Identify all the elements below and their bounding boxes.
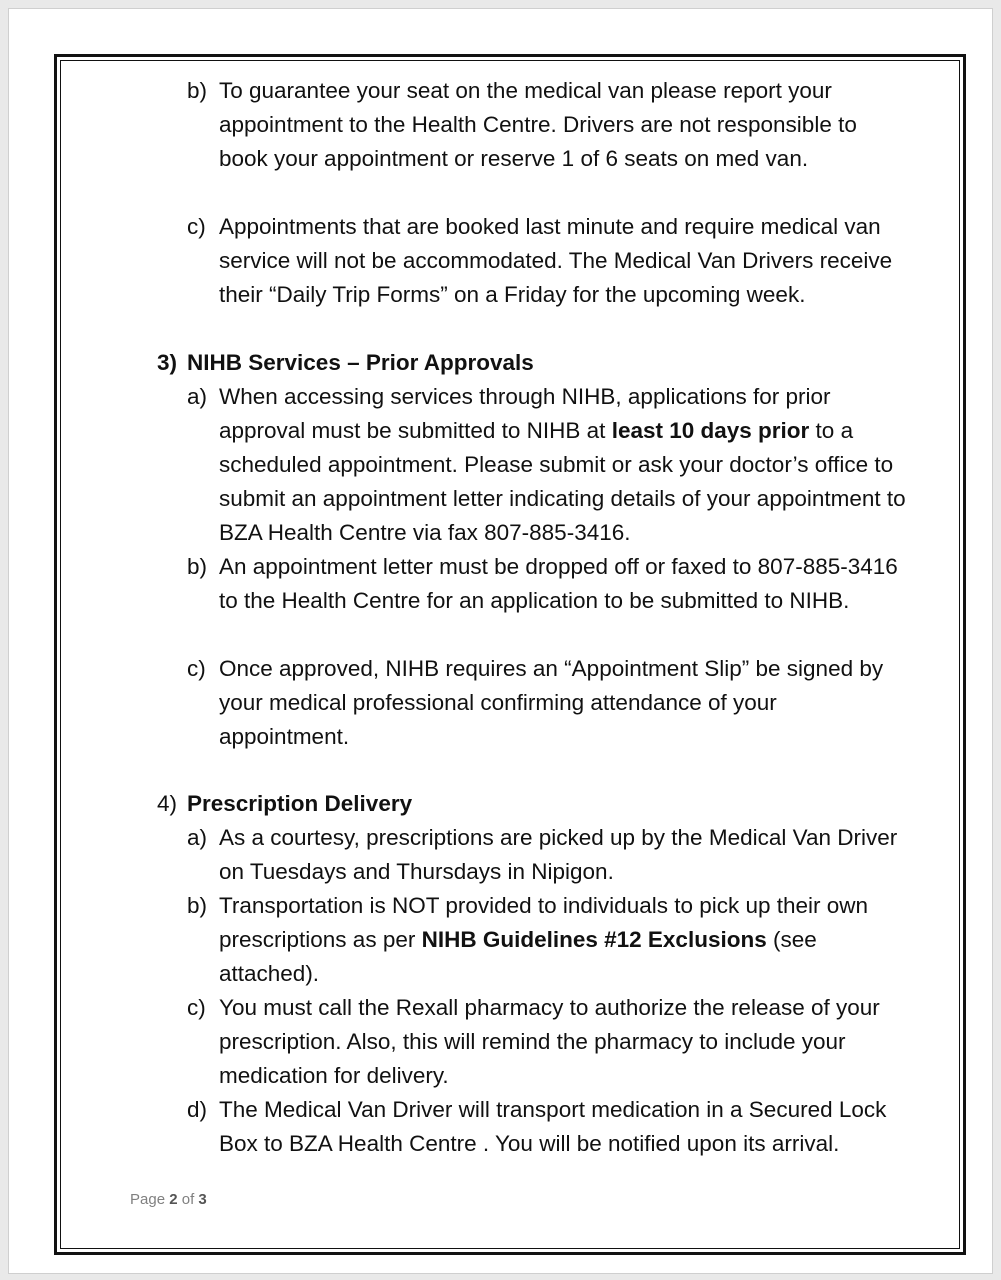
list-marker: b) — [187, 554, 208, 579]
list-item — [187, 821, 907, 889]
list-marker: a) — [187, 825, 208, 850]
text-run: When accessing services through NIHB, applications for prior approval must be submitted to NIHB at — [219, 384, 831, 443]
section-number: 3) — [157, 350, 178, 375]
document-body — [57, 57, 963, 1252]
text-run: (see attached). — [219, 927, 817, 986]
list-item — [187, 210, 907, 312]
section-title: NIHB Services – Prior Approvals — [187, 350, 534, 375]
list-marker: c) — [187, 214, 206, 239]
section-number: 4) — [157, 791, 178, 816]
list-marker: a) — [187, 384, 208, 409]
list-item-text — [219, 889, 907, 991]
bold-text: least 10 days prior — [611, 418, 810, 443]
list-item — [187, 550, 907, 618]
section-title: Prescription Delivery — [187, 791, 413, 816]
list-item-text: To guarantee your seat on the medical van please report your appointment to the Health Centre. Drivers are not responsible to book your appointment or reserve 1 of 6 seats on med van. — [219, 78, 857, 171]
list-item-text: You must call the Rexall pharmacy to authorize the release of your prescription. Also, this will remind the pharmacy to include your medication for delivery. — [219, 995, 880, 1088]
list-item — [187, 74, 907, 176]
list-marker: c) — [187, 656, 206, 681]
list-item-text: An appointment letter must be dropped off or faxed to 807-885-3416 to the Health Centre for an application to be submitted to NIHB. — [219, 554, 898, 613]
list-item-text: The Medical Van Driver will transport medication in a Secured Lock Box to BZA Health Centre . You will be notified upon its arrival. — [219, 1097, 887, 1156]
section-heading — [157, 346, 897, 380]
page-border — [54, 54, 966, 1255]
footer-total-pages: 3 — [198, 1191, 207, 1208]
footer-of-word: of — [181, 1191, 195, 1208]
list-marker: d) — [187, 1097, 208, 1122]
list-item-text: Appointments that are booked last minute and require medical van service will not be accommodated. The Medical Van Drivers receive their “Daily Trip Forms” on a Friday for the upcoming week. — [219, 214, 893, 307]
bold-text: NIHB Guidelines #12 Exclusions — [421, 927, 767, 952]
list-marker: b) — [187, 893, 208, 918]
text-run: Transportation is NOT provided to individuals to pick up their own prescriptions as per — [219, 893, 869, 952]
list-marker: c) — [187, 995, 206, 1020]
footer-current-page: 2 — [169, 1191, 178, 1208]
list-item — [187, 889, 907, 991]
document-page — [8, 8, 993, 1274]
list-item-text: As a courtesy, prescriptions are picked up by the Medical Van Driver on Tuesdays and Thursdays in Nipigon. — [219, 825, 898, 884]
list-item — [187, 380, 907, 550]
section-heading — [157, 787, 897, 821]
footer-page-word: Page — [130, 1191, 166, 1208]
list-item-text — [219, 380, 907, 550]
list-marker: b) — [187, 78, 208, 103]
list-item — [187, 1093, 907, 1161]
page-number-footer — [130, 1190, 207, 1210]
list-item — [187, 991, 907, 1093]
list-item — [187, 652, 907, 754]
list-item-text: Once approved, NIHB requires an “Appointment Slip” be signed by your medical professional confirming attendance of your appointment. — [219, 656, 884, 749]
text-run: to a scheduled appointment. Please submit or ask your doctor’s office to submit an appointment letter indicating details of your appointment to BZA Health Centre via fax 807-885-3416. — [219, 418, 906, 545]
